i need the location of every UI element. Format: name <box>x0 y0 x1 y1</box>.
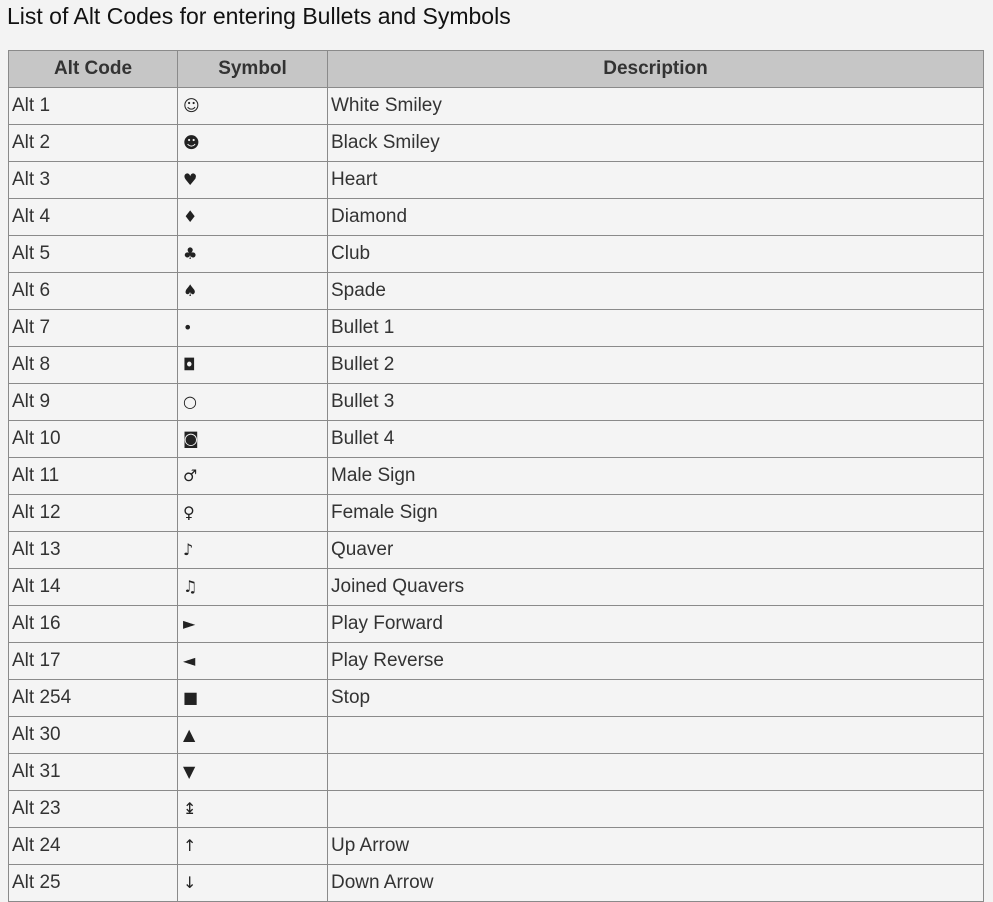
alt-code-cell: Alt 254 <box>9 680 178 717</box>
table-row <box>9 532 984 569</box>
table-row <box>9 754 984 791</box>
description-cell: Female Sign <box>328 495 984 532</box>
alt-code-cell: Alt 6 <box>9 273 178 310</box>
table-row <box>9 569 984 606</box>
symbol-cell: ♀ <box>178 495 328 532</box>
alt-code-cell: Alt 30 <box>9 717 178 754</box>
symbol-cell: ► <box>178 606 328 643</box>
description-cell: Spade <box>328 273 984 310</box>
symbol-cell: ☻ <box>178 125 328 162</box>
description-cell <box>328 717 984 754</box>
symbol-cell: ♪ <box>178 532 328 569</box>
description-cell: Bullet 4 <box>328 421 984 458</box>
alt-code-cell: Alt 7 <box>9 310 178 347</box>
description-cell: Joined Quavers <box>328 569 984 606</box>
table-row <box>9 310 984 347</box>
symbol-cell: ◙ <box>178 421 328 458</box>
alt-code-cell: Alt 3 <box>9 162 178 199</box>
alt-code-cell: Alt 12 <box>9 495 178 532</box>
symbol-cell: ○ <box>178 384 328 421</box>
table-row <box>9 347 984 384</box>
alt-code-cell: Alt 25 <box>9 865 178 902</box>
alt-code-cell: Alt 23 <box>9 791 178 828</box>
description-cell: Play Forward <box>328 606 984 643</box>
table-row <box>9 643 984 680</box>
symbol-cell: ◘ <box>178 347 328 384</box>
alt-code-cell: Alt 11 <box>9 458 178 495</box>
description-cell <box>328 754 984 791</box>
alt-code-cell: Alt 24 <box>9 828 178 865</box>
table-row <box>9 162 984 199</box>
alt-code-cell: Alt 4 <box>9 199 178 236</box>
table-row <box>9 458 984 495</box>
alt-code-cell: Alt 17 <box>9 643 178 680</box>
description-cell: Play Reverse <box>328 643 984 680</box>
table-row <box>9 273 984 310</box>
header-symbol: Symbol <box>178 51 328 88</box>
description-cell: Black Smiley <box>328 125 984 162</box>
table-row <box>9 791 984 828</box>
alt-code-cell: Alt 1 <box>9 88 178 125</box>
alt-code-cell: Alt 13 <box>9 532 178 569</box>
table-row <box>9 421 984 458</box>
table-header-row <box>9 51 984 88</box>
description-cell: Club <box>328 236 984 273</box>
header-alt-code: Alt Code <box>9 51 178 88</box>
table-row <box>9 828 984 865</box>
table-row <box>9 88 984 125</box>
alt-code-cell: Alt 10 <box>9 421 178 458</box>
symbol-cell: ☺ <box>178 88 328 125</box>
header-description: Description <box>328 51 984 88</box>
description-cell: Up Arrow <box>328 828 984 865</box>
symbol-cell: ♥ <box>178 162 328 199</box>
symbol-cell: ♂ <box>178 458 328 495</box>
description-cell <box>328 791 984 828</box>
table-row <box>9 865 984 902</box>
table-row <box>9 495 984 532</box>
table-row <box>9 125 984 162</box>
alt-code-cell: Alt 9 <box>9 384 178 421</box>
table-row <box>9 236 984 273</box>
symbol-cell: ♫ <box>178 569 328 606</box>
alt-code-cell: Alt 16 <box>9 606 178 643</box>
description-cell: Quaver <box>328 532 984 569</box>
symbol-cell: ↨ <box>178 791 328 828</box>
symbol-cell: ■ <box>178 680 328 717</box>
symbol-cell: ♦ <box>178 199 328 236</box>
description-cell: Heart <box>328 162 984 199</box>
symbol-cell: ▼ <box>178 754 328 791</box>
alt-code-cell: Alt 14 <box>9 569 178 606</box>
symbol-cell: ♣ <box>178 236 328 273</box>
symbol-cell: ♠ <box>178 273 328 310</box>
description-cell: Diamond <box>328 199 984 236</box>
symbol-cell: • <box>178 310 328 347</box>
description-cell: White Smiley <box>328 88 984 125</box>
symbol-cell: ▲ <box>178 717 328 754</box>
table-row <box>9 717 984 754</box>
table-row <box>9 680 984 717</box>
page-title: List of Alt Codes for entering Bullets and Symbols <box>7 3 511 29</box>
alt-code-cell: Alt 8 <box>9 347 178 384</box>
symbol-cell: ↓ <box>178 865 328 902</box>
symbol-cell: ◄ <box>178 643 328 680</box>
table-row <box>9 384 984 421</box>
symbol-cell: ↑ <box>178 828 328 865</box>
table-row <box>9 199 984 236</box>
alt-codes-table <box>8 50 984 902</box>
description-cell: Bullet 2 <box>328 347 984 384</box>
alt-code-cell: Alt 31 <box>9 754 178 791</box>
table-row <box>9 606 984 643</box>
description-cell: Bullet 1 <box>328 310 984 347</box>
table-body <box>9 88 984 902</box>
alt-code-cell: Alt 5 <box>9 236 178 273</box>
description-cell: Down Arrow <box>328 865 984 902</box>
description-cell: Bullet 3 <box>328 384 984 421</box>
alt-code-cell: Alt 2 <box>9 125 178 162</box>
description-cell: Stop <box>328 680 984 717</box>
description-cell: Male Sign <box>328 458 984 495</box>
